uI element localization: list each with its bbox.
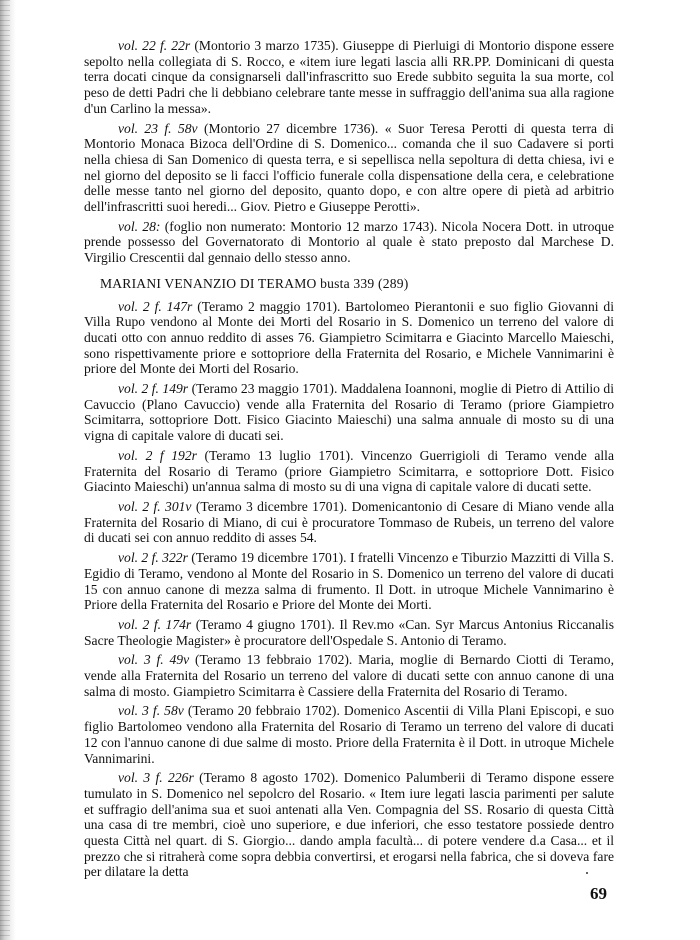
entry-paragraph <box>84 770 614 880</box>
entry-paragraph <box>84 617 614 648</box>
entry-reference: vol. 2 f. 301v <box>118 498 192 514</box>
entry-reference: vol. 23 f. 58v <box>118 120 198 136</box>
entry-reference: vol. 2 f. 149r <box>118 381 189 397</box>
entry-reference: vol. 28: <box>118 218 161 234</box>
entry-paragraph <box>84 38 614 117</box>
entry-text: (Teramo 2 maggio 1701). Bartolomeo Pierantonii e suo figlio Giovanni di Villa Rupo vendono al Monte dei Morti del Rosario in S. Domenico un terreno del valore di ducati otto con annuo reddito di asses 76. Giampietro Scimitarra e Giacinto Marcello Maieschi, sono rispettivamente priore e sottopriore della Fraternita del Rosario, e Michele Vannimarini è priore del Monte dei Morti del Rosario. <box>84 298 614 377</box>
entry-paragraph <box>84 499 614 546</box>
entry-paragraph <box>84 121 614 215</box>
entry-text: (Montorio 27 dicembre 1736). « Suor Teresa Perotti di questa terra di Montorio Monaca Bizoca dell'Ordine di S. Domenico... comanda che il suo Cadavere si porti nella chiesa di San Domenico di questa terra, e si sepellisca nella sepoltura di detta chiesa, ivi e nel giorno del deposito se li facci l'officio funerale colla dispensatione della cera, e celebratione delle messe tanto nel giorno del deposito, quanto dopo, e con altre opere di pietà ad arbitrio dell'infrascritti suoi heredi... Giov. Pietro e Giuseppe Perotti». <box>84 120 614 215</box>
entry-text: (Teramo 23 maggio 1701). Maddalena Ioannoni, moglie di Pietro di Attilio di Cavuccio (Plano Cavuccio) vende alla Fraternita del Rosario di Teramo (priore Giampietro Scimitarra, sottopriore Dott. Fisico Giacinto Maieschi) una salma annuale di mosto su di una vigna di capitale valore di ducati sei. <box>84 381 614 444</box>
entry-reference: vol. 3 f. 58v <box>118 703 184 719</box>
entry-paragraph <box>84 219 614 266</box>
entry-text: (Teramo 4 giugno 1701). Il Rev.mo «Can. Syr Marcus Antonius Riccanalis Sacre Theologie Magister» è procuratore dell'Ospedale S. Antonio di Teramo. <box>84 616 614 648</box>
entry-text: (Teramo 13 febbraio 1702). Maria, moglie di Bernardo Ciotti di Teramo, vende alla Fraternita del Rosario un terreno del valore di ducati sette con annuo canone di una salma di mosto. Giampietro Scimitarra è Cassiere della Fraternita del Rosario di Teramo. <box>84 652 614 699</box>
entry-reference: vol. 2 f 192r <box>118 447 197 463</box>
entry-paragraph <box>84 299 614 378</box>
entry-reference: vol. 2 f. 147r <box>118 298 193 314</box>
page-body <box>84 38 614 884</box>
entry-reference: vol. 3 f. 49v <box>118 652 190 668</box>
entry-text: (Montorio 3 marzo 1735). Giuseppe di Pierluigi di Montorio dispone essere sepolto nella collegiata di S. Rocco, e «item iure legati lascia alli RR.PP. Dominicani di questa terra docati cinque da consignarseli dall'infrascritto suo Erede subbito seguita la sua morte, col peso de detti Padri che li debbiano celebrare tante messe in suffraggio dell'anima sua alla ragione d'un Carlino la messa». <box>84 38 614 116</box>
binding-edge <box>0 0 10 940</box>
entry-text: (Teramo 19 dicembre 1701). I fratelli Vincenzo e Tiburzio Mazzitti di Villa S. Egidio di Teramo, vendono al Monte del Rosario in S. Domenico un terreno del valore di ducati 15 con annuo canone di mezza salma di frumento. Il Dott. in utroque Michele Vannimarino è Priore della Fraternita del Rosario e Priore del Monte dei Morti. <box>84 550 615 613</box>
entry-reference: vol. 2 f. 322r <box>118 550 188 566</box>
page-number: 69 <box>590 884 607 903</box>
section-heading: MARIANI VENANZIO DI TERAMO busta 339 (289) <box>100 275 409 291</box>
entry-text: (Teramo 8 agosto 1702). Domenico Palumberii di Teramo dispone essere tumulato in S. Domenico nel sepolcro del Rosario. « Item iure legati lascia parimenti per salute et suffragio dell'anima sua et suoi antenati alla Ven. Compagnia del SS. Rosario di questa Città una casa di tre membri, cioè uno superiore, e due inferiori, che esso testatore possiede dentro questa Città nel quart. di S. Giorgio... dando ampla facultà... di potere vendere d.a Casa... et il prezzo che si ritraherà come sopra debbia convertirsi, et erogarsi nella fabrica, che si doveva fare per dilatare la detta <box>84 770 615 880</box>
entry-text: (Teramo 13 luglio 1701). Vincenzo Guerrigioli di Teramo vende alla Fraternita del Rosario di Teramo (priore Giampietro Scimitarra, e sottopriore Dott. Fisico Giacinto Maieschi) un'annua salma di mosto su di una vigna di capitale valore di ducati sette. <box>84 447 614 495</box>
entry-paragraph <box>84 652 614 699</box>
entry-reference: vol. 2 f. 174r <box>118 616 192 632</box>
entry-paragraph <box>84 550 614 613</box>
entry-reference: vol. 3 f. 226r <box>118 770 194 786</box>
page-mark <box>586 872 588 874</box>
entry-text: (Teramo 3 dicembre 1701). Domenicantonio di Cesare di Miano vende alla Fraternita del Rosario di Miano, di cui è procuratore Tommaso de Rubeis, un terreno del valore di ducati sei con annuo reddito di asses 54. <box>84 498 614 546</box>
entry-paragraph <box>84 703 614 766</box>
entry-reference: vol. 22 f. 22r <box>118 38 191 53</box>
entry-text: (Teramo 20 febbraio 1702). Domenico Ascentii di Villa Plani Episcopi, e suo figlio Bartolomeo vendono alla Fraternita del Rosario di Teramo un terreno del valore di ducati 12 con l'annuo canone di due salme di mosto. Priore della Fraternita è il Dott. in utroque Michele Vannimarini. <box>84 703 614 766</box>
entry-text: (foglio non numerato: Montorio 12 marzo 1743). Nicola Nocera Dott. in utroque prende possesso del Governatorato di Montorio al quale è stato preposto dal Marchese D. Virgilio Crescentii dal gennaio dello stesso anno. <box>84 218 614 266</box>
entry-paragraph <box>84 448 614 495</box>
entry-paragraph <box>84 381 614 444</box>
